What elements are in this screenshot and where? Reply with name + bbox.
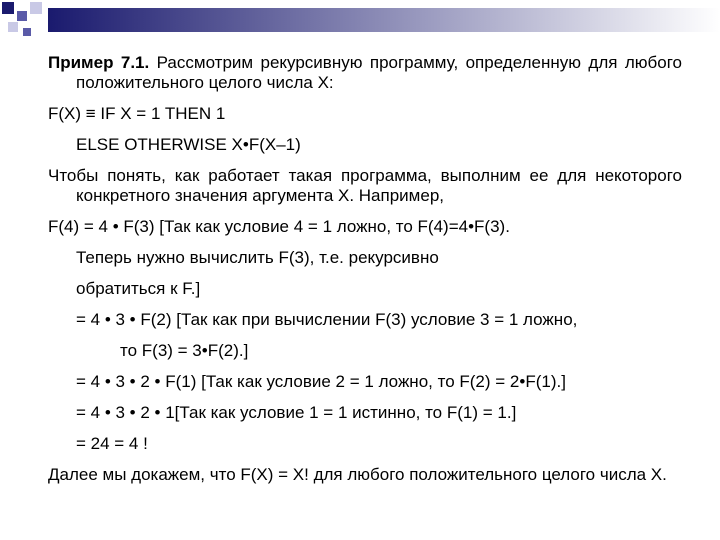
step-f2-note: то F(3) = 3•F(2).] — [120, 341, 249, 360]
decor-square-light-2 — [8, 22, 18, 32]
decor-square-mid — [17, 11, 27, 21]
step-base-case: = 4 • 3 • 2 • 1[Так как условие 1 = 1 истинно, то F(1) = 1.] — [76, 403, 517, 422]
example-intro-text: Рассмотрим рекурсивную программу, определенную для любого положительного целого числа X: — [76, 53, 682, 92]
step-result: = 24 = 4 ! — [76, 434, 148, 453]
decor-square-mid-2 — [23, 28, 31, 36]
step-f4: F(4) = 4 • F(3) [Так как условие 4 = 1 ложно, то F(4)=4•F(3). — [48, 217, 510, 236]
paragraph-explanation: Чтобы понять, как работает такая программа, выполним ее для некоторого конкретного значения аргумента X. Например, — [48, 166, 682, 205]
example-label: Пример 7.1. — [48, 53, 150, 72]
step-f1: = 4 • 3 • 2 • F(1) [Так как условие 2 = 1 ложно, то F(2) = 2•F(1).] — [76, 372, 566, 391]
step-f2: = 4 • 3 • F(2) [Так как при вычислении F(3) условие 3 = 1 ложно, — [76, 310, 578, 329]
header-decoration — [0, 0, 720, 50]
header-gradient-bar — [48, 8, 720, 32]
paragraph-example-intro — [48, 53, 682, 93]
decor-square-light — [30, 2, 42, 14]
formula-definition: F(X) ≡ IF X = 1 THEN 1 — [48, 104, 226, 123]
step-f3-note: Теперь нужно вычислить F(3), т.е. рекурсивно — [76, 248, 439, 267]
decor-square-dark — [2, 2, 14, 14]
formula-else-branch: ELSE OTHERWISE X•F(X–1) — [76, 135, 301, 154]
slide-body — [48, 53, 682, 496]
step-recursive-call: обратиться к F.] — [76, 279, 201, 298]
paragraph-conclusion: Далее мы докажем, что F(X) = X! для любого положительного целого числа X. — [48, 465, 667, 484]
